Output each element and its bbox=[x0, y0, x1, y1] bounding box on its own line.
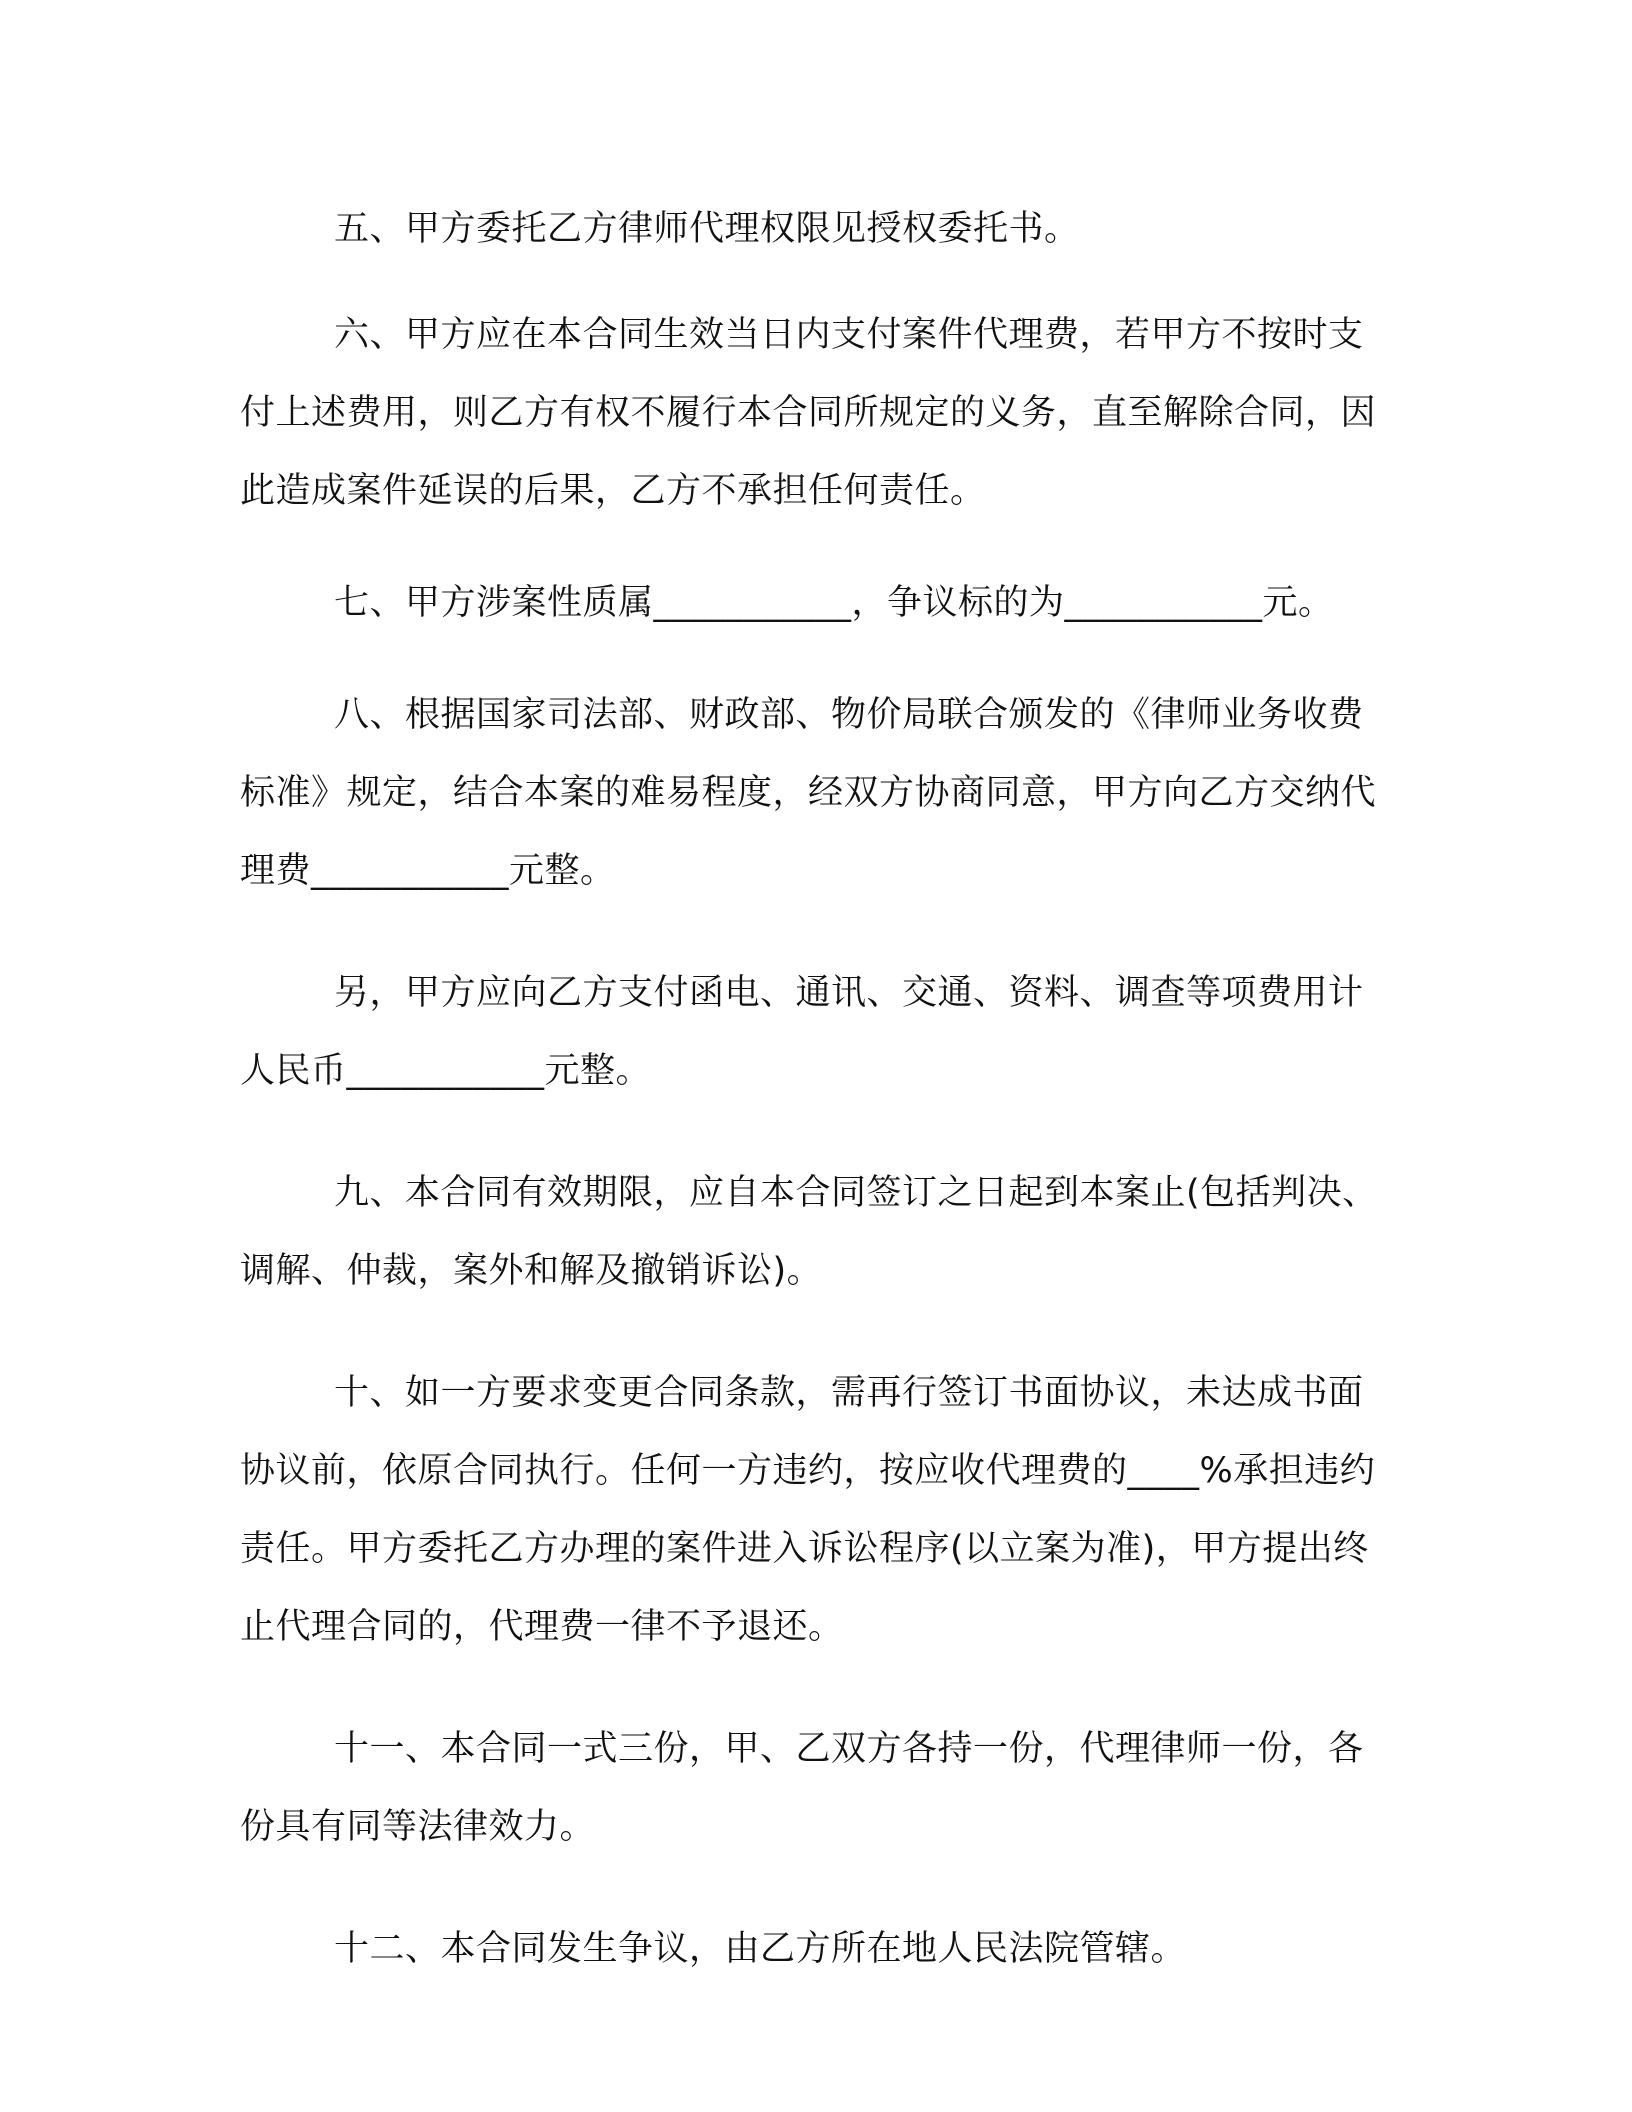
clause-12: 十二、本合同发生争议，由乙方所在地人民法院管辖。 bbox=[334, 1929, 1187, 1969]
clause-8-additional-fees: 另，甲方应向乙方支付函电、通讯、交通、资料、调查等项费用计人民币___________元整。 bbox=[240, 973, 1364, 1091]
contract-body bbox=[240, 190, 1390, 1988]
clause-7: 七、甲方涉案性质属___________，争议标的为___________元。 bbox=[334, 583, 1334, 623]
clause-5: 五、甲方委托乙方律师代理权限见授权委托书。 bbox=[334, 209, 1080, 249]
clause-8: 八、根据国家司法部、财政部、物价局联合颁发的《律师业务收费标准》规定，结合本案的难易程度，经双方协商同意，甲方向乙方交纳代理费___________元整。 bbox=[240, 695, 1377, 891]
clause-6: 六、甲方应在本合同生效当日内支付案件代理费，若甲方不按时支付上述费用，则乙方有权不履行本合同所规定的义务，直至解除合同，因此造成案件延误的后果，乙方不承担任何责任。 bbox=[240, 315, 1377, 511]
clause-10: 十、如一方要求变更合同条款，需再行签订书面协议，未达成书面协议前，依原合同执行。任何一方违约，按应收代理费的____%承担违约责任。甲方委托乙方办理的案件进入诉讼程序(以立案为准)，甲方提出终止代理合同的，代理费一律不予退还。 bbox=[240, 1373, 1376, 1647]
clause-9: 九、本合同有效期限，应自本合同签订之日起到本案止(包括判决、调解、仲裁，案外和解及撤销诉讼)。 bbox=[240, 1173, 1378, 1291]
clause-11: 十一、本合同一式三份，甲、乙双方各持一份，代理律师一份，各份具有同等法律效力。 bbox=[240, 1729, 1364, 1847]
